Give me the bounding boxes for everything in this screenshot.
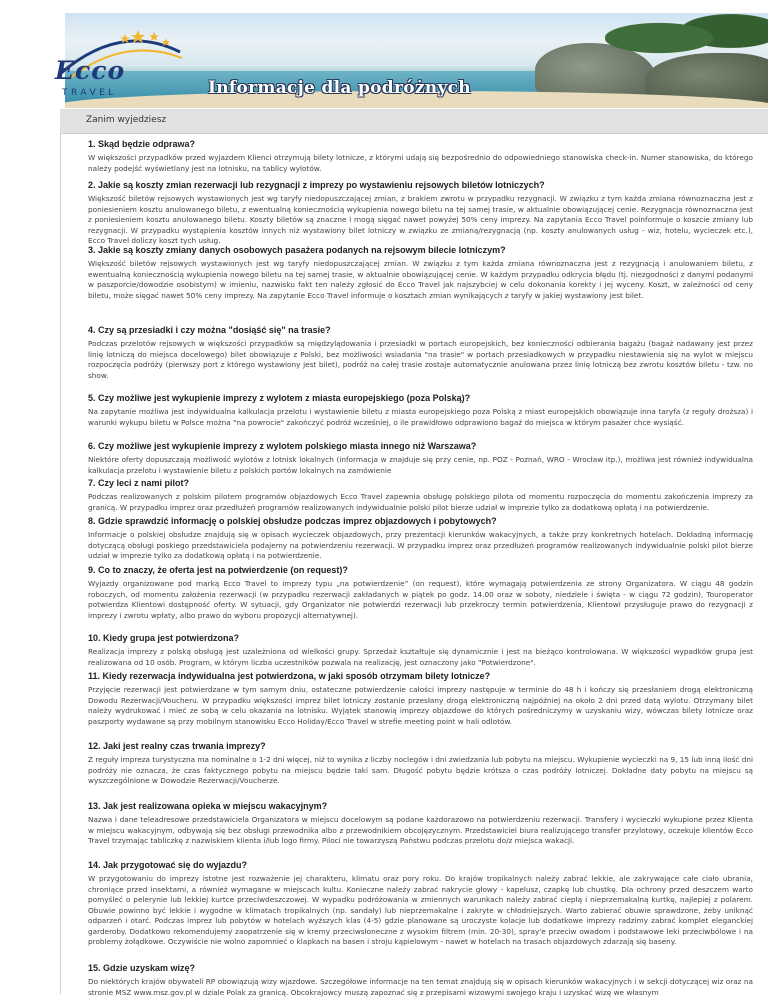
faq-answer: Wyjazdy organizowane pod marką Ecco Travel to imprezy typu „na potwierdzenie” (on request), które wymagają potwierdzenia ze strony Organizatora. W ciągu 48 godzin roboczych, od momentu założenia rezerwacji (w przypadku rezerwacji zakładanych w piątek po godz. 14.00 oraz w soboty, niedziele i święta - w ciągu 72 godzin), Touroperator potwierdza Klientowi dostępność oferty. W sytuacji, gdy Organizator nie potwierdzi rezerwacji lub przekroczy termin potwierdzenia, Klientowi przysługuje prawo do rezygnacji z imprezy i zwrotu wpłaty, albo prawo do wyboru propozycji alternatywnej). [88,579,753,620]
faq-question: 10. Kiedy grupa jest potwierdzona? [88,633,240,643]
faq-item [88,441,753,476]
faq-item [88,741,753,787]
faq-question: 9. Co to znaczy, że oferta jest na potwierdzenie (on request)? [88,565,348,575]
faq-answer: Podczas przelotów rejsowych w większości przypadków są międzylądowania i przesiadki w portach europejskich, bez konieczności odbierania bagażu (bagaż nadawany jest przez linię lotniczą do miejsca docelowego) bilet obowiązuje z Polski, bez możliwości wsiadania "na trasie" w portach przesiadkowych w przypadku niestawienia się na wylot w miejscu rozpoczęcia podróży (pierwszy port z którego wystawiony jest bilet), podróż na całej trasie zostaje automatycznie anulowana przez linię lotniczą bez zwrotu kosztów biletu - tzw. no show. [88,339,753,380]
faq-question: 8. Gdzie sprawdzić informację o polskiej obsłudze podczas imprez objazdowych i pobytowych? [88,516,497,526]
faq-question: 4. Czy są przesiadki i czy można "dosiąść się" na trasie? [88,325,331,335]
faq-answer: Nazwa i dane teleadresowe przedstawiciela Organizatora w miejscu docelowym są podane każdorazowo na potwierdzeniu rezerwacji. Transfery i wycieczki wykupione przez Klienta w miejscu wakacyjnym, odbywają się bez obsługi przewodnika albo z przewodnikiem obcojęzycznym. Przedstawiciel biura realizującego transfer przylotowy, oczekuje klientów Ecco Travel trzymając tabliczkę z nazwiskiem klienta i/lub logo firmy. Piloci nie towarzyszą Państwu podczas przelotu do/z miejsca wakacji. [88,815,753,845]
faq-answer: Z reguły impreza turystyczna ma nominalne o 1-2 dni więcej, niż to wynika z liczby noclegów i dni zwiedzania lub pobytu na miejscu. Wykupienie wycieczki na 9, 15 lub inną ilość dni podróży nie oznacza, że czas faktycznego pobytu na miejscu będzie taki sam. Długość pobytu będzie krótsza o czas podróży lotniczej. Dokładne daty pobytu na miejscu są wyszczególnione w Dowodzie Rezerwacji/Voucherze. [88,755,753,785]
section-bar [60,109,768,134]
faq-question: 3. Jakie są koszty zmiany danych osobowych pasażera podanych na rejsowym bilecie lotniczym? [88,245,506,255]
faq-item [88,393,753,428]
faq-item [88,139,753,174]
section-title: Zanim wyjedziesz [86,115,167,125]
faq-content [60,133,768,997]
banner-title: Informacje dla podróżnych [208,78,471,98]
faq-answer: Na zapytanie możliwa jest indywidualna kalkulacja przelotu i wystawienie biletu z miasta europejskiego poza Polską z miast europejskich obowiązuje inna taryfa (z reguły droższa) i warunki wykupu biletu w Polsce można "na powrocie" zakończyć podróż wcześniej, o ile prawidłowo odprawiono bagaż do miejsca w którym pasażer chce wysiąść. [88,407,753,427]
faq-question: 5. Czy możliwe jest wykupienie imprezy z wylotem z miasta europejskiego (poza Polską)? [88,393,471,403]
faq-answer: Niektóre oferty dopuszczają możliwość wylotów z lotnisk lokalnych (informacja w znajduje się przy cenie, np. POZ - Poznań, WRO - Wrocław itp.), możliwa jest również indywidualna kalkulacja przelotu i wystawienie biletu z polskich portów lokalnych na zamówienie [88,455,753,475]
faq-question: 7. Czy leci z nami pilot? [88,478,190,488]
ecco-travel-logo[interactable] [30,22,190,112]
banner-palms [605,13,768,73]
faq-item [88,801,753,847]
faq-question: 11. Kiedy rezerwacja indywidualna jest potwierdzona, w jaki sposób otrzymam bilety lotnicze? [88,671,491,681]
logo-subtitle: TRAVEL [62,88,117,98]
faq-item [88,671,753,727]
faq-item [88,245,753,301]
faq-answer: W większości przypadków przed wyjazdem Klienci otrzymują bilety lotnicze, z którymi udają się bezpośrednio do odpowiedniego stanowiska check-in. Numer stanowiska, do którego należy podejść wyświetlany jest na lotnisku, na tablicy wylotów. [88,153,753,173]
faq-answer: Informacje o polskiej obsłudze znajdują się w opisach wycieczek objazdowych, przy prezentacji kierunków wakacyjnych, a także przy konkretnych hotelach. Dokładną informację dotyczącą obsługi poskiego przedstawiciela podajemy na potwierdzeniu rezerwacji. W przypadku imprez oraz przedłużeń programów realizowanych indywidualnie polski pilot bierze udział w imprezie tylko za dodatkową opłatą i na potwierdzenie. [88,530,753,560]
faq-question: 1. Skąd będzie odprawa? [88,139,196,149]
faq-answer: Większość biletów rejsowych wystawionych jest wg taryfy niedopuszczającej zmian. W związku z tym każda zmiana równoznaczna jest z rezygnacją i anulowaniem biletu, z ewentualną koniecznością wykupienia nowego biletu na tej samej trasie, w aktualnie obowiązującej cenie. W każdym przypadku odkrycia błędu (tj. niezgodności z danymi podanymi w paszporcie/dowodzie osobistym) w imieniu, nazwisku fakt ten należy zgłosić do Ecco Travel jak najszybciej w celu dokonania korekty i jej wyceny. Koszt, w zależności od ceny biletu, może sięgać nawet 50% ceny imprezy. Na zapytanie Ecco Travel informuje o kosztach zmian wynikających z taryfy w jakiej wystawiony jest bilet. [88,259,753,300]
faq-item [88,180,753,247]
faq-question: 15. Gdzie uzyskam wizę? [88,963,196,973]
faq-answer: Większość biletów rejsowych wystawionych jest wg taryfy niedopuszczającej zmian, z brakiem zwrotu w przypadku rezygnacji. W związku z tym każda zmiana równoznaczna jest z poniesieniem kosztu anulowanego biletu, z ewentualną koniecznością wykupienia nowego biletu na tej samej trasie, w aktualnie obowiązującej cenie. Rezygnacja równoznaczna jest z poniesieniem kosztu anulowanego biletu. Koszty biletów są znaczne i mogą sięgać nawet powyżej 50% ceny imprezy. Na zapytania Ecco Travel poinformuje o koszcie zmiany lub rezygnacji. W przypadku wystąpienia kosztów innych niż wystawiony bilet lotniczy w związku ze zmianą/rezygnacją (np. koszty anulowanych usług - wiz, hotelu, wycieczek etc.), Ecco Travel doliczy koszt tych usług. [88,194,753,245]
faq-question: 6. Czy możliwe jest wykupienie imprezy z wylotem polskiego miasta innego niż Warszawa? [88,441,477,451]
faq-question: 2. Jakie są koszty zmian rezerwacji lub rezygnacji z imprezy po wystawieniu rejsowych biletów lotniczych? [88,180,545,190]
faq-answer: W przygotowaniu do imprezy istotne jest rozważenie jej charakteru, klimatu oraz pory roku. Do krajów tropikalnych należy zabrać lekkie, ale zakrywające całe ciało ubrania, chroniące przed insektami, a również wymagane w miejscach kultu. Konieczne należy zabrać nakrycie głowy - kapelusz, czapkę lub chustkę. Dla ochrony przed deszczem warto pomyśleć o pelerynie lub lekkiej kurtce przeciwdeszczowej. W wypadku podróżowania w zmiennych warunkach należy zabrać ciepłą i nieprzemakalną kurtkę, najlepiej z polarem. Obuwie powinno być lekkie i wygodne w klimatach tropikalnych (np. sandały) lub nieprzemakalne i zakryte w chłodniejszych. Warto zabierać obuwie sprawdzone, żeby uniknąć odparzeń i otarć. Podczas imprez lub pobytów w hotelach wyższych klas (4-5) gdzie planowane są uroczyste kolacje lub dodatkowe imprezy radzimy zabrać komplet eleganckiej garderoby. Dodatkowo rekomendujemy zaopatrzenie się w kremy przeciwsłoneczne z wysokim filtrem (min. 20-30), spray'e przeciw owadom i podstawowe leki przeciwbólowe i na problemy żołądkowe. Oczywiście nie wolno zapomnieć o klapkach na basen i stroju kąpielowym - nawet w hotelach na trasach objazdowych zdarzają się baseny. [88,874,753,946]
faq-item [88,860,753,948]
logo-wordmark: Ecco [55,56,126,85]
faq-answer: Realizacja imprezy z polską obsługą jest uzależniona od wielkości grupy. Sprzedaż kształtuje się dynamicznie i jest na bieżąco kontrolowana. W większości wypadków grupa jest realizowana od 10 osób. Program, w którym liczba uczestników pozwala na realizację, jest oznaczony jako "Potwierdzone". [88,647,753,667]
faq-item [88,633,753,668]
faq-answer: Podczas realizowanych z polskim pilotem programów objazdowych Ecco Travel zapewnia obsługę polskiego pilota od momentu rozpoczęcia do momentu zakończenia imprezy za granicą. W przypadku imprez oraz przedłużeń programów realizowanych indywidualnie polski pilot bierze udział w imprezie tylko za dodatkową opłatą i na potwierdzenie. [88,492,753,512]
faq-question: 13. Jak jest realizowana opieka w miejscu wakacyjnym? [88,801,328,811]
faq-question: 14. Jak przygotować się do wyjazdu? [88,860,248,870]
faq-answer: Przyjęcie rezerwacji jest potwierdzane w tym samym dniu, ostateczne potwierdzenie całości imprezy następuje w terminie do 48 h i kończy się przesłaniem drogą elektroniczną Dowodu Rezerwacji/Voucheru. W przypadku większości imprez bilet lotniczy zostanie przesłany drogą elektroniczną najpóźniej na około 2 dni przed datą wylotu. Otrzymany bilet należy wydrukować i mieć ze sobą w celu okazania na lotnisku. Wyjątek stanowią imprezy objazdowe do których pośredniczymy w uzyskaniu wizy, wówczas bilety lotnicze oraz paszporty wydawane są przy mobilnym stanowisku Ecco Holiday/Ecco Travel w strefie meeting point w hali odlotów. [88,685,753,726]
faq-item [88,516,753,562]
faq-answer: Do niektórych krajów obywateli RP obowiązują wizy wjazdowe. Szczegółowe informacje na ten temat znajdują się w opisach kierunków wakacyjnych i w sekcji dotyczącej wiz oraz na stronie MSZ www.msz.gov.pl w dziale Polak za granicą. Obcokrajowcy muszą zapoznać się z przepisami wizowymi swojego kraju i uzyskać wizę we własnym [88,977,753,997]
faq-question: 12. Jaki jest realny czas trwania imprezy? [88,741,266,751]
faq-item [88,478,753,513]
faq-item [88,325,753,381]
faq-item [88,565,753,621]
faq-item [88,963,753,998]
